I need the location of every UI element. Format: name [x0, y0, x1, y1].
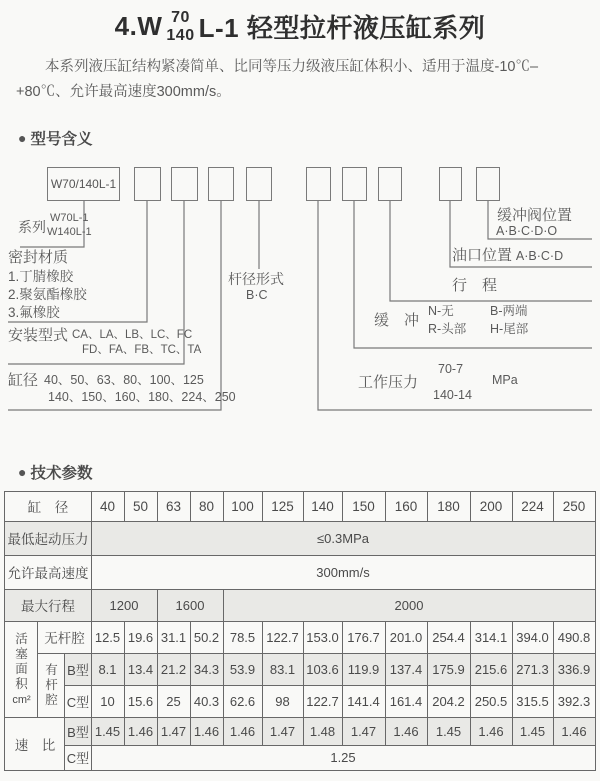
section-model-meaning-label: 型号含义: [30, 130, 93, 148]
seal-item-3: 3.氟橡胶: [8, 304, 60, 320]
model-code-diagram: [0, 159, 600, 415]
series-code-1: W70L-1: [50, 211, 89, 224]
table-cell: 1.45: [91, 717, 124, 745]
table-cell: 15.6: [124, 685, 157, 717]
model-code-box: [47, 167, 120, 201]
table-cell: 250.5: [470, 685, 512, 717]
table-cell: 200: [470, 491, 512, 521]
title-prefix: 4.W: [114, 11, 163, 41]
row-label: 最低起动压力: [5, 521, 91, 555]
table-cell: 137.4: [385, 653, 427, 685]
table-cell: 125: [262, 491, 303, 521]
cushion-option-b: B-两端: [490, 303, 528, 318]
section-tech-params-label: 技术参数: [30, 464, 93, 482]
table-cell: 100: [223, 491, 262, 521]
speed-ratio-b-row: [5, 717, 595, 745]
cushion-option-n: N-无: [428, 303, 454, 318]
port-position: [452, 247, 563, 264]
table-cell: 62.6: [223, 685, 262, 717]
piston-area-unit: cm²: [12, 694, 31, 707]
bore-line1: 40、50、63、80、100、125: [44, 372, 204, 387]
port-position-options: A·B·C·D: [515, 248, 564, 263]
type-c-label: C型: [65, 685, 91, 717]
row-label: 最大行程: [5, 589, 91, 621]
cushion-valve-options: A·B·C·D·O: [496, 223, 558, 238]
model-field-box-seal: [134, 167, 161, 201]
section-bullet-icon: ●: [18, 463, 27, 480]
table-cell: 1.45: [427, 717, 470, 745]
table-cell: 12.5: [91, 621, 124, 653]
table-cell: 53.9: [223, 653, 262, 685]
model-code-text: W70/140L-1: [50, 176, 117, 191]
series-label: 系列: [18, 218, 46, 235]
seal-material-label: 密封材质: [8, 248, 69, 266]
table-cell: 21.2: [157, 653, 190, 685]
seal-item-2: 2.聚氨酯橡胶: [8, 286, 87, 302]
table-cell: 1.46: [190, 717, 223, 745]
table-cell: 1200: [91, 589, 157, 621]
table-cell: 80: [190, 491, 223, 521]
table-cell: 153.0: [303, 621, 342, 653]
table-cell: 180: [427, 491, 470, 521]
rod-area-b-row: [5, 653, 595, 685]
piston-area-header-cell: [5, 621, 38, 717]
table-cell: 1.48: [303, 717, 342, 745]
speed-ratio-label: 速 比: [5, 717, 65, 770]
table-cell: 141.4: [342, 685, 385, 717]
table-cell: 1.46: [385, 717, 427, 745]
rodless-area-row: [5, 621, 595, 653]
min-start-pressure-row: [5, 521, 595, 555]
working-pressure-top: 70-7: [438, 361, 464, 376]
speed-ratio-c-value: 1.25: [91, 745, 595, 770]
cushion-option-r: R-头部: [428, 321, 467, 336]
rod-form-options: B·C: [246, 287, 268, 302]
table-cell: 204.2: [427, 685, 470, 717]
table-cell: 1.47: [342, 717, 385, 745]
table-cell: 25: [157, 685, 190, 717]
model-field-box-cushion: [342, 167, 367, 201]
table-cell: 19.6: [124, 621, 157, 653]
table-cell: 161.4: [385, 685, 427, 717]
table-cell: 122.7: [303, 685, 342, 717]
working-pressure-unit: MPa: [492, 372, 518, 387]
bore-line2: 140、150、160、180、224、250: [48, 389, 236, 404]
table-cell: 63: [157, 491, 190, 521]
model-field-box-cushion-valve: [476, 167, 500, 201]
table-cell: 201.0: [385, 621, 427, 653]
table-cell: 40.3: [190, 685, 223, 717]
mount-type-line2: FD、FA、FB、TC、TA: [82, 343, 202, 356]
table-cell: 394.0: [512, 621, 553, 653]
table-cell: 176.7: [342, 621, 385, 653]
table-cell: 8.1: [91, 653, 124, 685]
model-field-box-bore: [208, 167, 234, 201]
model-field-box-rod-form: [246, 167, 272, 201]
piston-area-label: 活塞面积: [15, 632, 28, 692]
table-cell: 254.4: [427, 621, 470, 653]
section-tech-params: [18, 461, 600, 483]
table-cell: 10: [91, 685, 124, 717]
bore-label: 缸径: [8, 371, 39, 389]
port-position-label: 油口位置: [452, 246, 513, 264]
page-title: [0, 0, 600, 45]
row-label: 允许最高速度: [5, 555, 91, 589]
section-model-meaning: [18, 127, 600, 149]
section-bullet-icon: ●: [18, 129, 27, 146]
table-cell: 98: [262, 685, 303, 717]
model-field-box-port: [439, 167, 462, 201]
series-code-2: W140L-1: [47, 225, 92, 238]
table-cell: 2000: [223, 589, 595, 621]
tech-params-table: [4, 491, 595, 771]
working-pressure-label: 工作压力: [358, 373, 419, 391]
table-cell: 119.9: [342, 653, 385, 685]
working-pressure-bottom: 140-14: [433, 387, 472, 402]
table-cell: 1.47: [262, 717, 303, 745]
table-cell: 50.2: [190, 621, 223, 653]
title-fraction-bottom: 140: [166, 26, 195, 44]
table-cell: 13.4: [124, 653, 157, 685]
rod-side-label: 有杆腔: [45, 662, 58, 707]
mount-type-label: 安装型式: [8, 326, 69, 344]
rodless-label: 无杆腔: [38, 621, 91, 653]
table-cell: 1.46: [124, 717, 157, 745]
table-cell: 78.5: [223, 621, 262, 653]
intro-paragraph: 本系列液压缸结构紧凑简单、比同等压力级液压缸体积小、适用于温度-10℃–+80℃、允许最高速度300mm/s。: [16, 59, 539, 100]
speed-ratio-c-row: [5, 745, 595, 770]
table-cell: 175.9: [427, 653, 470, 685]
max-speed-row: [5, 555, 595, 589]
mount-type-line1: CA、LA、LB、LC、FC: [72, 328, 193, 341]
table-cell: 490.8: [553, 621, 595, 653]
table-cell: 271.3: [512, 653, 553, 685]
table-cell: 1.46: [223, 717, 262, 745]
cushion-valve-label: 缓冲阀位置: [497, 206, 573, 224]
bore-header-cell: 缸 径: [5, 491, 91, 521]
table-cell: 1600: [157, 589, 223, 621]
table-cell: 336.9: [553, 653, 595, 685]
type-b-label: B型: [65, 653, 91, 685]
table-cell: 83.1: [262, 653, 303, 685]
model-field-box-pressure: [306, 167, 331, 201]
table-cell: 1.47: [157, 717, 190, 745]
table-cell: 315.5: [512, 685, 553, 717]
model-field-box-stroke: [378, 167, 402, 201]
table-header-row: [5, 491, 595, 521]
rod-area-c-row: [5, 685, 595, 717]
table-cell: 1.45: [512, 717, 553, 745]
table-cell: 392.3: [553, 685, 595, 717]
table-cell: 40: [91, 491, 124, 521]
title-fraction: [166, 9, 194, 44]
table-cell: 1.46: [553, 717, 595, 745]
title-suffix: L-1 轻型拉杆液压缸系列: [198, 13, 486, 43]
stroke-label: 行 程: [452, 276, 498, 294]
max-stroke-row: [5, 589, 595, 621]
table-cell: 122.7: [262, 621, 303, 653]
type-b-label: B型: [65, 717, 91, 745]
cushion-label: 缓 冲: [374, 311, 420, 329]
table-cell: 1.46: [470, 717, 512, 745]
table-cell: 160: [385, 491, 427, 521]
title-fraction-top: 70: [171, 8, 190, 26]
model-field-box-mount: [171, 167, 198, 201]
table-cell: 31.1: [157, 621, 190, 653]
seal-item-1: 1.丁腈橡胶: [8, 268, 74, 284]
rod-side-header-cell: [38, 653, 65, 717]
max-speed-value: 300mm/s: [91, 555, 595, 589]
min-start-pressure-value: ≤0.3MPa: [91, 521, 595, 555]
rod-form-label: 杆径形式: [228, 270, 284, 287]
type-c-label: C型: [65, 745, 91, 770]
table-cell: 215.6: [470, 653, 512, 685]
table-cell: 103.6: [303, 653, 342, 685]
table-cell: 150: [342, 491, 385, 521]
table-cell: 34.3: [190, 653, 223, 685]
table-cell: 50: [124, 491, 157, 521]
table-cell: 140: [303, 491, 342, 521]
cushion-option-h: H-尾部: [490, 321, 529, 336]
table-cell: 250: [553, 491, 595, 521]
table-cell: 224: [512, 491, 553, 521]
table-cell: 314.1: [470, 621, 512, 653]
